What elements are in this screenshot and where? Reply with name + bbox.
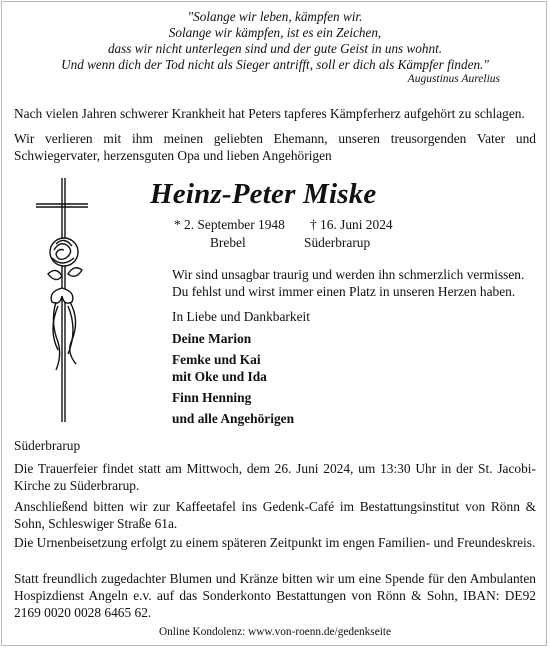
deceased-name: Heinz-Peter Miske: [150, 178, 377, 210]
mourner-wife: Deine Marion: [172, 331, 252, 346]
mourner-line: Femke und Kai: [172, 352, 261, 367]
funeral-details: Die Trauerfeier findet statt am Mittwoch, dem 26. Juni 2024, um 13:30 Uhr in der St. Jacobi-Kirche zu Süderbrarup.: [14, 461, 536, 493]
urn-details: Die Urnenbeisetzung erfolgt zu einem späteren Zeitpunkt im engen Familien- und Freundeskreis.: [14, 535, 536, 550]
quote-author: Augustinus Aurelius: [407, 73, 500, 85]
birth-date: * 2. September 1948: [174, 217, 285, 232]
cross-with-rose-icon: [22, 178, 102, 426]
closing-line: In Liebe und Dankbarkeit: [172, 309, 310, 324]
deathplace: Süderbrarup: [304, 235, 371, 250]
mourner-family: [172, 351, 267, 385]
death-date: † 16. Juni 2024: [310, 217, 393, 232]
mourner-line: mit Oke und Ida: [172, 369, 267, 384]
mourning-message: [172, 266, 524, 300]
birthplace: Brebel: [210, 235, 246, 250]
message-line: Du fehlst und wirst immer einen Platz in unseren Herzen haben.: [172, 284, 516, 299]
quote-line: Solange wir kämpfen, ist es ein Zeichen,: [168, 25, 382, 40]
quote-line: "Solange wir leben, kämpfen wir.: [187, 9, 363, 24]
message-line: Wir sind unsagbar traurig und werden ihn schmerzlich vermissen.: [172, 267, 525, 282]
quote: [0, 9, 550, 73]
coffee-details: Anschließend bitten wir zur Kaffeetafel ins Gedenk-Café im Bestattungsinstitut von Rönn & Sohn, Schleswiger Straße 61a.: [14, 499, 536, 531]
mourner-relatives: und alle Angehörigen: [172, 411, 295, 426]
mourner-son: Finn Henning: [172, 390, 252, 405]
online-condolence: Online Kondolenz: www.von-roenn.de/gedenkseite: [158, 626, 392, 638]
intro-paragraph-2: Wir verlieren mit ihm meinen geliebten Ehemann, unseren treusorgenden Vater und Schwiegervater, herzensguten Opa und lieben Angehörigen: [14, 131, 536, 163]
quote-line: dass wir nicht unterlegen sind und der gute Geist in uns wohnt.: [107, 41, 443, 56]
donation-details: Statt freundlich zugedachter Blumen und Kränze bitten wir um eine Spende für den Ambulanten Hospizdienst Angeln e.v. auf das Sonderkonto Bestattungen von Rönn & Sohn, IBAN: DE92 2169 0020 0028 6465 62.: [14, 571, 536, 620]
intro-paragraph-1: Nach vielen Jahren schwerer Krankheit hat Peters tapferes Kämpferherz aufgehört zu schlagen.: [14, 106, 525, 121]
place-line: Süderbrarup: [14, 438, 81, 453]
quote-line: Und wenn dich der Tod nicht als Sieger antrifft, soll er dich als Kämpfer finden.": [61, 57, 489, 72]
